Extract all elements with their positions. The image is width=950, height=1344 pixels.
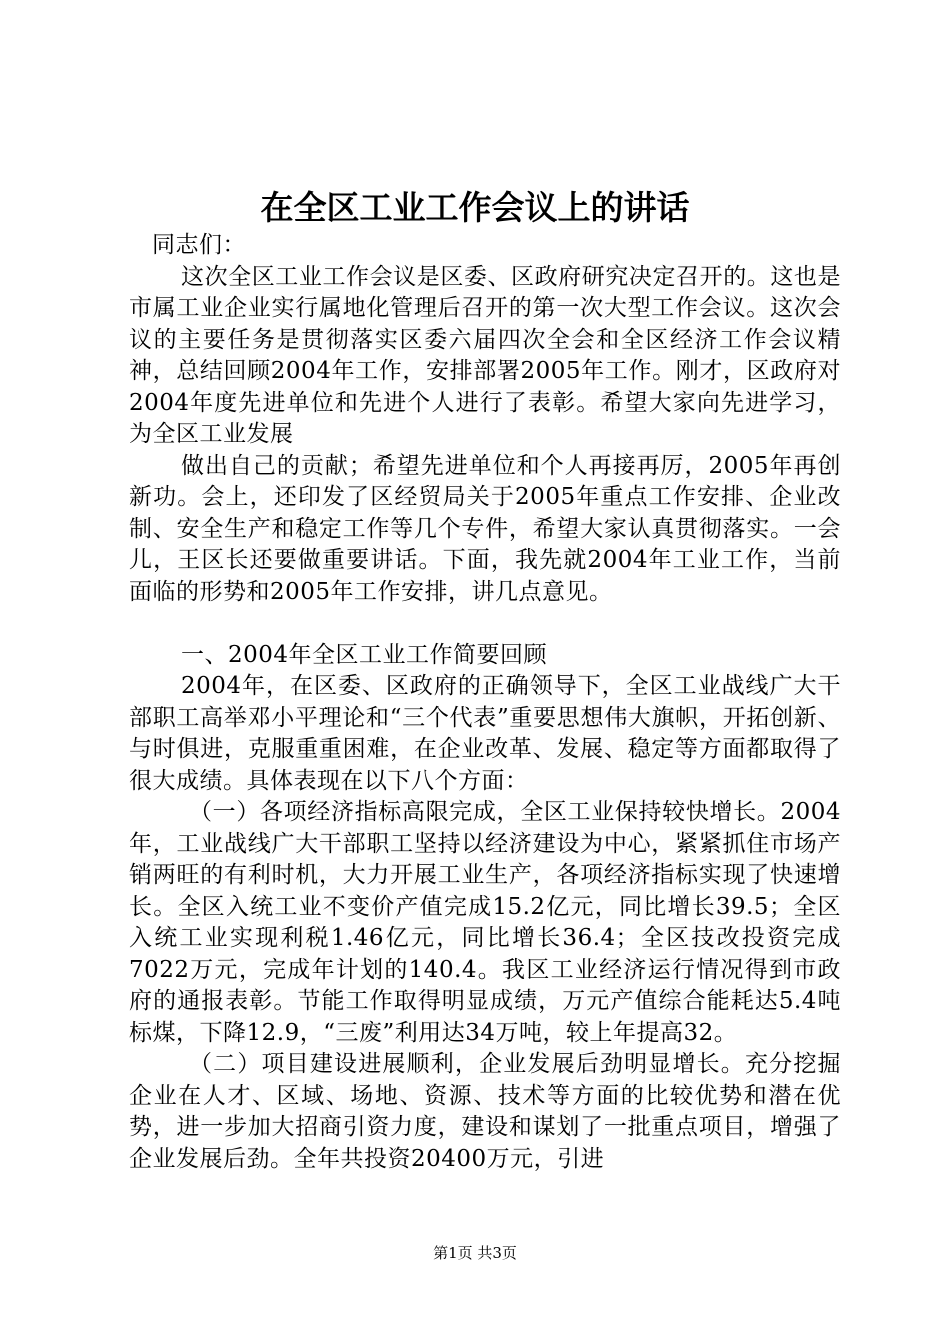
section-heading: 一、2004年全区工业工作简要回顾: [181, 641, 548, 668]
salutation: 同志们：: [152, 232, 246, 258]
paragraph: 做出自己的贡献；希望先进单位和个人再接再厉，2005年再创新功。会上，还印发了区经贸局关于2005年重点工作安排、企业改制、安全生产和稳定工作等几个专件，希望大家认真贯彻落实。一会儿，王区长还要做重要讲话。下面，我先就2004年工业工作，当前面临的形势和2005年工作安排，讲几点意见。: [129, 452, 841, 605]
paragraph: （二）项目建设进展顺利，企业发展后劲明显增长。充分挖掘企业在人才、区域、场地、资源、技术等方面的比较优势和潜在优势，进一步加大招商引资力度，建设和谋划了一批重点项目，增强了企业发展后劲。全年共投资20400万元，引进: [129, 1051, 841, 1172]
paragraph: 2004年，在区委、区政府的正确领导下，全区工业战线广大干部职工高举邓小平理论和“三个代表”重要思想伟大旗帜，开拓创新、与时俱进，克服重重困难，在企业改革、发展、稳定等方面都取得了很大成绩。具体表现在以下八个方面：: [129, 673, 841, 794]
document-title: 在全区工业工作会议上的讲话: [260, 188, 690, 227]
document-body: [129, 230, 841, 1175]
paragraph: （一）各项经济指标高限完成，全区工业保持较快增长。2004年，工业战线广大干部职工坚持以经济建设为中心，紧紧抓住市场产销两旺的有利时机，大力开展工业生产，各项经济指标实现了快速增长。全区入统工业不变价产值完成15.2亿元，同比增长39.5；全区入统工业实现利税1.46亿元，同比增长36.4；全区技改投资完成7022万元，完成年计划的140.4。我区工业经济运行情况得到市政府的通报表彰。节能工作取得明显成绩，万元产值综合能耗达5.4吨标煤，下降12.9，“三废”利用达34万吨，较上年提高32。: [129, 799, 841, 1046]
page-footer: 第1页 共3页: [433, 1244, 517, 1262]
paragraph: 这次全区工业工作会议是区委、区政府研究决定召开的。这也是市属工业企业实行属地化管理后召开的第一次大型工作会议。这次会议的主要任务是贯彻落实区委六届四次全会和全区经济工作会议精神，总结回顾2004年工作，安排部署2005年工作。刚才，区政府对2004年度先进单位和先进个人进行了表彰。希望大家向先进学习，为全区工业发展: [129, 263, 841, 447]
